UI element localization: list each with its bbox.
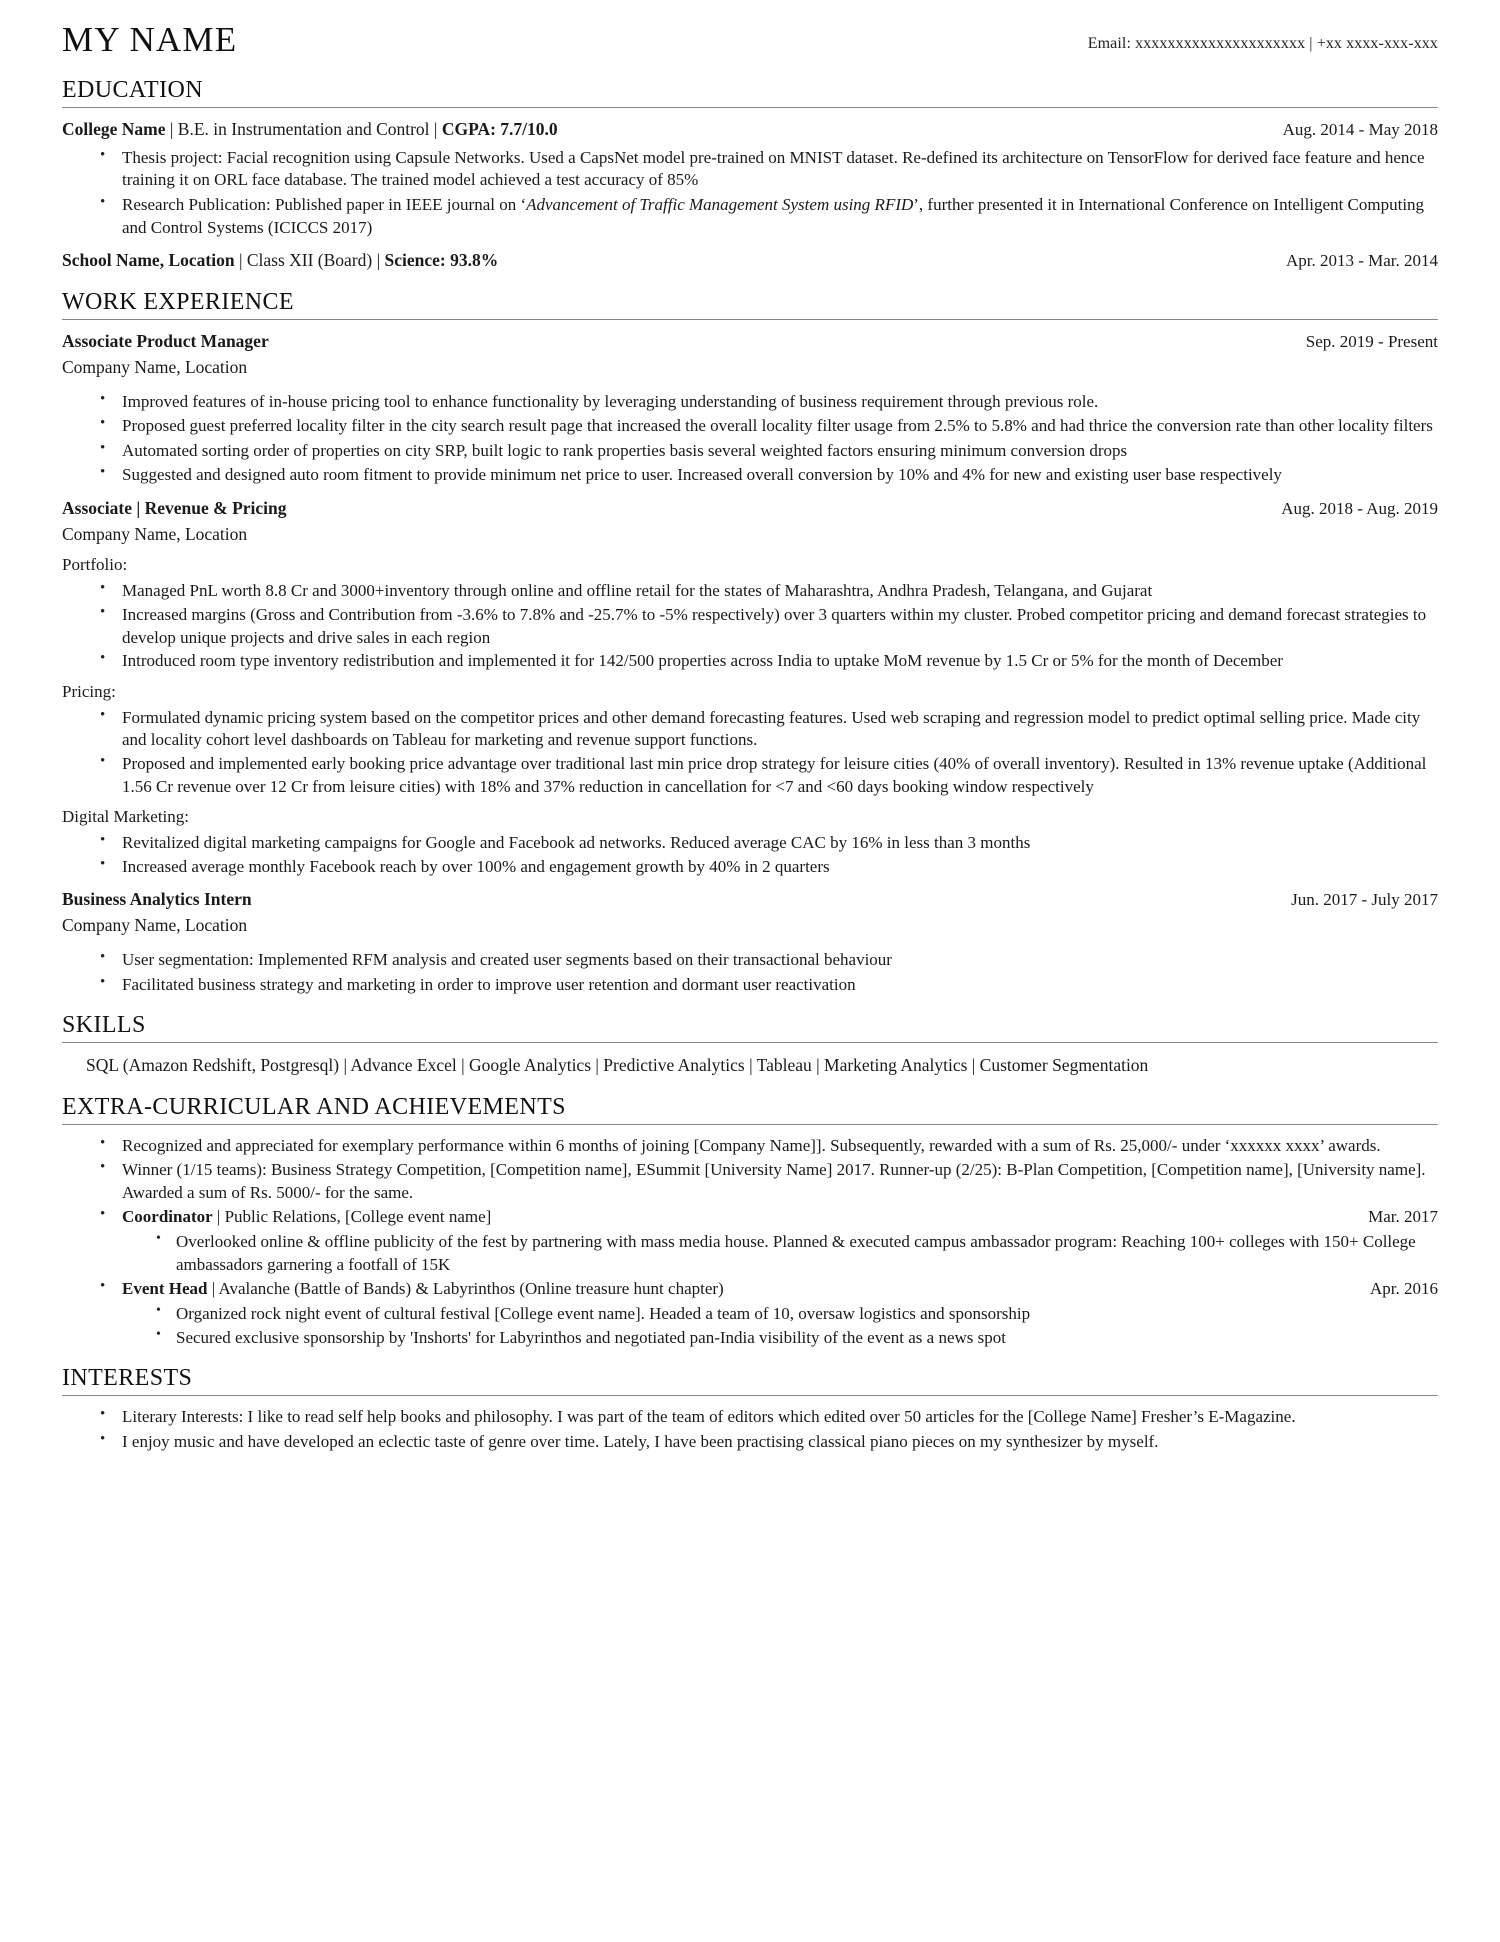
publication-pre: Research Publication: Published paper in IEEE journal on ‘ [122,194,527,214]
section-title-work: WORK EXPERIENCE [62,289,294,316]
divider-work [62,319,1438,320]
college-cgpa: CGPA: 7.7/10.0 [441,118,558,139]
list-item: • Revitalized digital marketing campaigns for Google and Facebook ad networks. Reduced average CAC by 16% in less than 3 months [108,832,1438,855]
list-item: • Facilitated business strategy and marketing in order to improve user retention and dormant user reactivation [108,974,1438,997]
job-company: Company Name, Location [62,357,248,377]
school-dates: Apr. 2013 - Mar. 2014 [1285,251,1438,271]
job-bullets-pricing [62,707,1438,798]
role-event-head-detail: | Avalanche (Battle of Bands) & Labyrinthos (Online treasure hunt chapter) [207,1279,724,1299]
event-head-subbullets [122,1303,1438,1349]
group-label-digital-marketing: Digital Marketing: [62,807,190,827]
role-event-head: Event Head [122,1279,208,1299]
publication-post: ’, further presented it in International Conference on Intelligent Computing and Control Systems (ICICCS 2017) [122,194,1425,237]
publication-title: Advancement of Traffic Management System using RFID [526,194,914,214]
list-item: • Improved features of in-house pricing tool to enhance functionality by leveraging understanding of business requirement through previous role. [108,391,1438,414]
list-item [108,1206,1438,1276]
job-role: Business Analytics Intern [62,889,252,910]
school-name: School Name, Location [62,250,235,271]
college-degree: | B.E. in Instrumentation and Control | [165,118,442,139]
section-title-education: EDUCATION [62,76,203,103]
role-coordinator: Coordinator [122,1207,213,1227]
resume-header [62,22,1438,61]
role-event-head-date: Apr. 2016 [1370,1279,1438,1299]
group-label-pricing: Pricing: [62,681,116,701]
list-item: • I enjoy music and have developed an eclectic taste of genre over time. Lately, I have been practising classical piano pieces on my synthesizer by myself. [108,1431,1438,1454]
job-bullets [62,391,1438,487]
list-item: • Formulated dynamic pricing system based on the competitor prices and other demand forecasting features. Used web scraping and regression model to predict optimal selling price. Made city and locality cohort level dashboards on Tableau for marketing and revenue support functions. [108,707,1438,752]
job-bullets-portfolio [62,580,1438,672]
section-title-interests: INTERESTS [62,1365,193,1392]
extra-curricular-list [62,1135,1438,1349]
group-label-portfolio: Portfolio: [62,555,128,575]
job-bullets [62,949,1438,996]
skills-list: SQL (Amazon Redshift, Postgresql) | Advance Excel | Google Analytics | Predictive Analytics | Tableau | Marketing Analytics | Customer Segmentation [86,1055,1149,1076]
interests-list [62,1406,1438,1453]
list-item: • Thesis project: Facial recognition using Capsule Networks. Used a CapsNet model pre-trained on MNIST dataset. Re-defined its architecture on TensorFlow for derived face feature and hence training it on ORL face database. The trained model achieved a test accuracy of 85% [108,147,1438,192]
divider-interests [62,1395,1438,1396]
list-item: • Introduced room type inventory redistribution and implemented it for 142/500 properties across India to uptake MoM revenue by 1.5 Cr or 5% for the month of December [108,650,1438,673]
role-coordinator-date: Mar. 2017 [1368,1207,1438,1227]
list-item: • Automated sorting order of properties on city SRP, built logic to rank properties basis several weighted factors ensuring minimum conversion drops [108,440,1438,463]
list-item: • Organized rock night event of cultural festival [College event name]. Headed a team of 10, oversaw logistics and sponsorship [162,1303,1438,1326]
college-dates: Aug. 2014 - May 2018 [1282,119,1438,139]
list-item: • User segmentation: Implemented RFM analysis and created user segments based on their transactional behaviour [108,949,1438,972]
list-item: • Recognized and appreciated for exemplary performance within 6 months of joining [Company Name]]. Subsequently, rewarded with a sum of Rs. 25,000/- under ‘xxxxxx xxxx’ awards. [108,1135,1438,1158]
section-title-extra-curricular: EXTRA-CURRICULAR AND ACHIEVEMENTS [62,1093,566,1120]
section-title-skills: SKILLS [62,1012,146,1039]
work-entry-revenue-pricing [62,497,1438,879]
job-company: Company Name, Location [62,523,248,544]
list-item [108,1278,1438,1349]
work-entry-apm [62,330,1438,487]
list-item: • Proposed and implemented early booking price advantage over traditional last min price drop strategy for leisure cities (40% of overall inventory). Resulted in 13% revenue uptake (Additional 1.56 Cr revenue over 12 Cr from leisure cities) with 18% and 37% reduction in cancellation for <7 and <60 days booking window respectively [108,753,1438,798]
page-title: MY NAME [62,20,238,59]
job-bullets-digital-marketing [62,832,1438,878]
role-coordinator-detail: | Public Relations, [College event name] [212,1207,492,1227]
list-item: • Increased margins (Gross and Contribution from -3.6% to 7.8% and -25.7% to -5% respectively) over 3 quarters within my cluster. Probed competitor pricing and demand forecast strategies to develop unique projects and drive sales in each region [108,604,1438,649]
list-item [108,194,1438,239]
list-item: • Winner (1/15 teams): Business Strategy Competition, [Competition name], ESummit [University Name] 2017. Runner-up (2/25): B-Plan Competition, [Competition name], [University name]. Awarded a sum of Rs. 5000/- for the same. [108,1159,1438,1204]
school-score: Science: 93.8% [384,250,499,271]
school-class: | Class XII (Board) | [234,250,385,271]
college-name: College Name [62,118,166,139]
job-role: Associate | Revenue & Pricing [62,497,287,518]
job-dates: Jun. 2017 - July 2017 [1291,890,1438,910]
list-item: • Secured exclusive sponsorship by 'Inshorts' for Labyrinthos and negotiated pan-India visibility of the event as a news spot [162,1327,1438,1350]
list-item: • Increased average monthly Facebook reach by over 100% and engagement growth by 40% in 2 quarters [108,856,1438,879]
list-item: • Suggested and designed auto room fitment to provide minimum net price to user. Increased overall conversion by 10% and 4% for new and existing user base respectively [108,464,1438,487]
work-entry-intern [62,888,1438,996]
job-dates: Sep. 2019 - Present [1305,332,1438,352]
coordinator-subbullets [122,1231,1438,1276]
divider-education [62,107,1438,108]
education-entry-college [62,118,1438,239]
list-item: • Proposed guest preferred locality filter in the city search result page that increased the overall locality filter usage from 2.5% to 5.8% and had thrice the conversion rate than other locality filters [108,415,1438,438]
list-item: • Overlooked online & offline publicity of the fest by partnering with mass media house. Planned & executed campus ambassador program: Reaching 100+ colleges with 150+ College ambassadors garnering a footfall of 15K [162,1231,1438,1276]
job-company: Company Name, Location [62,915,248,936]
education-entry-school [62,249,1438,273]
job-dates: Aug. 2018 - Aug. 2019 [1281,498,1438,518]
divider-skills [62,1042,1438,1043]
list-item: • Literary Interests: I like to read self help books and philosophy. I was part of the team of editors which edited over 50 articles for the [College Name] Fresher’s E-Magazine. [108,1406,1438,1429]
college-bullets [62,147,1438,239]
job-role: Associate Product Manager [62,331,269,352]
divider-extra-curricular [62,1124,1438,1125]
contact-info: Email: xxxxxxxxxxxxxxxxxxxxx | +xx xxxx-xxx-xxx [1087,34,1438,52]
list-item: • Managed PnL worth 8.8 Cr and 3000+inventory through online and offline retail for the states of Maharashtra, Andhra Pradesh, Telangana, and Gujarat [108,580,1438,603]
